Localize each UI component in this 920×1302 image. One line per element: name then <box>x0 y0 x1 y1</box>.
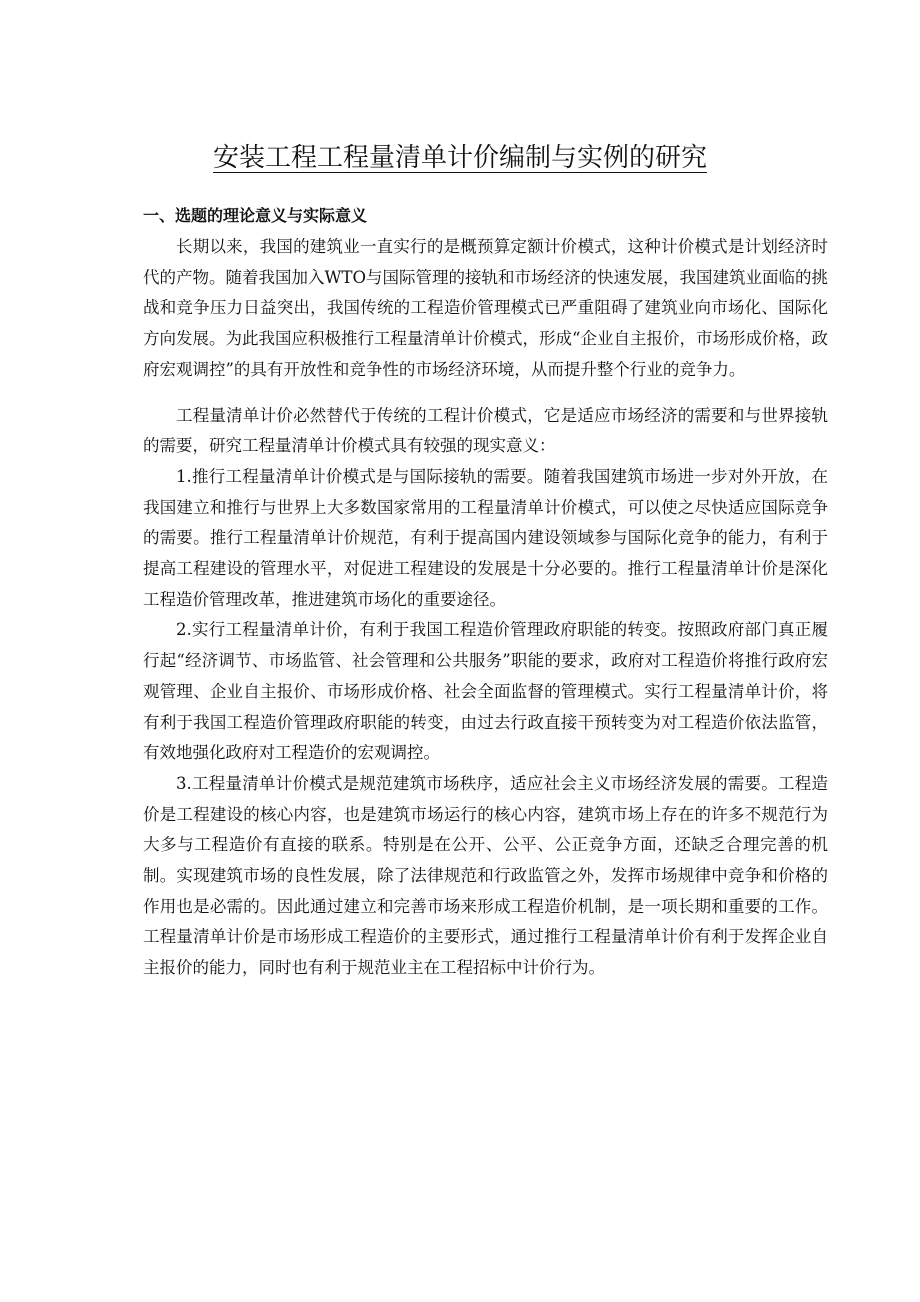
paragraph-4: 2.实行工程量清单计价，有利于我国工程造价管理政府职能的转变。按照政府部门真正履行起“经济调节、市场监管、社会管理和公共服务”职能的要求，政府对工程造价将推行政府宏观管理、企业自主报价、市场形成价格、社会全面监督的管理模式。实行工程量清单计价，将有利于我国工程造价管理政府职能的转变，由过去行政直接干预转变为对工程造价依法监管，有效地强化政府对工程造价的宏观调控。 <box>143 620 828 763</box>
paragraph-1: 长期以来，我国的建筑业一直实行的是概预算定额计价模式，这种计价模式是计划经济时代的产物。随着我国加入WTO与国际管理的接轨和市场经济的快速发展，我国建筑业面临的挑战和竞争压力日益突出，我国传统的工程造价管理模式已严重阻碍了建筑业向市场化、国际化方向发展。为此我国应积极推行工程量清单计价模式，形成“企业自主报价，市场形成价格，政府宏观调控”的具有开放性和竞争性的市场经济环境，从而提升整个行业的竞争力。 <box>143 237 828 379</box>
document-title: 安装工程工程量清单计价编制与实例的研究 <box>212 143 707 173</box>
body-text <box>143 232 828 984</box>
paragraph-5: 3.工程量清单计价模式是规范建筑市场秩序，适应社会主义市场经济发展的需要。工程造价是工程建设的核心内容，也是建筑市场运行的核心内容，建筑市场上存在的许多不规范行为大多与工程造价有直接的联系。特别是在公开、公平、公正竞争方面，还缺乏合理完善的机制。实现建筑市场的良性发展，除了法律规范和行政监管之外，发挥市场规律中竞争和价格的作用也是必需的。因此通过建立和完善市场来形成工程造价机制，是一项长期和重要的工作。工程量清单计价是市场形成工程造价的主要形式，通过推行工程量清单计价有利于发挥企业自主报价的能力，同时也有利于规范业主在工程招标中计价行为。 <box>143 773 828 978</box>
paragraph-3: 1.推行工程量清单计价模式是与国际接轨的需要。随着我国建筑市场进一步对外开放，在我国建立和推行与世界上大多数国家常用的工程量清单计价模式，可以使之尽快适应国际竞争的需要。推行工程量清单计价规范，有利于提高国内建设领域参与国际化竞争的能力，有利于提高工程建设的管理水平，对促进工程建设的发展是十分必要的。推行工程量清单计价是深化工程造价管理改革，推进建筑市场化的重要途径。 <box>143 466 828 609</box>
paragraph-2: 工程量清单计价必然替代于传统的工程计价模式，它是适应市场经济的需要和与世界接轨的需要，研究工程量清单计价模式具有较强的现实意义： <box>143 405 828 456</box>
section-heading: 一、选题的理论意义与实际意义 <box>143 206 368 225</box>
